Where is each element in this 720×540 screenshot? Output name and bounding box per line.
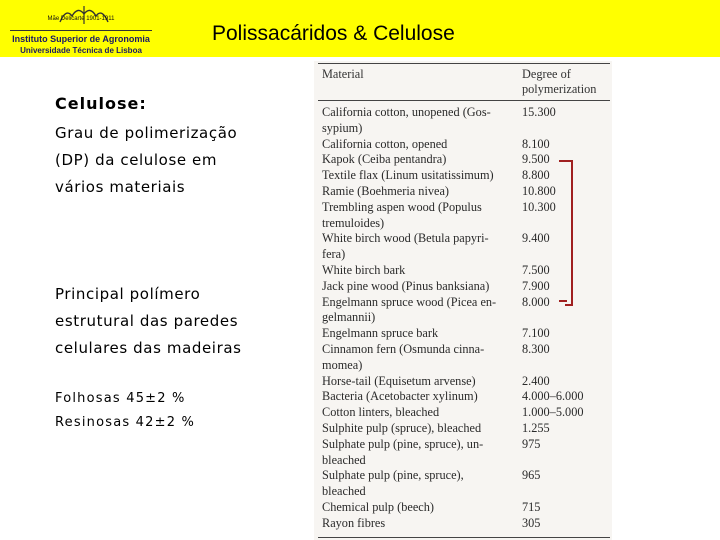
logo-top-text: Mãe Delicarte 1901-1911 xyxy=(47,16,115,22)
table-cell-dp: 1.000–5.000 xyxy=(522,405,584,420)
table-cell-dp: 8.000 xyxy=(522,294,550,309)
table-cell-dp: 7.900 xyxy=(522,278,550,293)
table-cell-dp: 975 xyxy=(522,436,541,451)
logo-divider xyxy=(10,30,152,31)
crest-icon xyxy=(54,4,114,26)
table-cell-dp: 10.800 xyxy=(522,184,556,198)
role-line-2: estrutural das paredes xyxy=(55,312,239,330)
table-cell-dp: 8.300 xyxy=(522,342,550,356)
table-cell-dp: 7.500 xyxy=(522,263,550,277)
table-cell-material: Chemical pulp (beech) xyxy=(322,500,434,514)
table-bottom-rule xyxy=(318,537,610,538)
resinosas-text: Resinosas 42±2 % xyxy=(55,415,196,430)
table-cell-material: Sulphate pulp (pine, spruce), un- xyxy=(322,436,484,451)
table-cell-material: Ramie (Boehmeria nivea) xyxy=(322,184,450,198)
table-cell-material: Jack pine wood (Pinus banksiana) xyxy=(322,278,490,293)
table-cell-dp: 305 xyxy=(522,515,541,530)
desc-line-2: (DP) da celulose em xyxy=(55,151,218,169)
table-cell-material: Engelmann spruce wood (Picea en- xyxy=(322,294,497,309)
table-cell-material: momea) xyxy=(322,357,363,372)
isa-logo xyxy=(6,4,156,54)
logo-institute: Instituto Superior de Agronomia xyxy=(12,34,150,44)
table-cell-material: bleached xyxy=(322,484,366,499)
table-cell-material: White birch wood (Betula papyri- xyxy=(322,231,489,246)
table-cell-material: Sulphite pulp (spruce), bleached xyxy=(322,421,482,435)
role-line-3: celulares das madeiras xyxy=(55,339,242,357)
table-cell-material: White birch bark xyxy=(322,263,406,277)
table-cell-material: Bacteria (Acetobacter xylinum) xyxy=(322,389,478,404)
table-cell-material: Cinnamon fern (Osmunda cinna- xyxy=(322,342,485,356)
role-line-1: Principal polímero xyxy=(55,285,201,303)
table-cell-dp: 7.100 xyxy=(522,326,550,341)
table-cell-material: Engelmann spruce bark xyxy=(322,326,439,341)
table-top-rule xyxy=(318,63,610,64)
logo-university: Universidade Técnica de Lisboa xyxy=(20,46,142,55)
table-cell-dp: 9.400 xyxy=(522,231,550,246)
table-cell-material: Cotton linters, bleached xyxy=(322,405,440,420)
col-header-dp-2: polymerization xyxy=(522,82,597,96)
table-cell-dp: 8.800 xyxy=(522,168,550,183)
title-bar xyxy=(0,0,720,57)
section-heading: Celulose: xyxy=(55,94,147,113)
table-cell-dp: 715 xyxy=(522,500,541,514)
table-header-rule xyxy=(318,100,610,101)
table-cell-material: California cotton, opened xyxy=(322,136,448,151)
desc-line-1: Grau de polimerização xyxy=(55,124,238,142)
col-header-dp-1: Degree of xyxy=(522,67,571,81)
table-cell-material: California cotton, unopened (Gos- xyxy=(322,105,491,119)
desc-line-3: vários materiais xyxy=(55,178,186,196)
page-title: Polissacáridos & Celulose xyxy=(212,22,455,45)
table-cell-material: Kapok (Ceiba pentandra) xyxy=(322,152,447,167)
table-cell-dp: 10.300 xyxy=(522,199,556,214)
table-cell-material: fera) xyxy=(322,247,346,262)
table-cell-dp: 15.300 xyxy=(522,105,556,119)
table-cell-material: gelmannii) xyxy=(322,310,376,325)
table-cell-material: Trembling aspen wood (Populus xyxy=(322,199,482,214)
table-cell-dp: 9.500 xyxy=(522,152,550,167)
bracket-bottom xyxy=(559,300,567,302)
table-cell-material: tremuloides) xyxy=(322,215,385,230)
col-header-material: Material xyxy=(322,67,364,81)
table-cell-material: bleached xyxy=(322,452,366,467)
table-cell-dp: 2.400 xyxy=(522,373,550,388)
folhosas-text: Folhosas 45±2 % xyxy=(55,391,186,406)
table-cell-material: sypium) xyxy=(322,120,363,135)
table-cell-material: Horse-tail (Equisetum arvense) xyxy=(322,373,476,388)
table-cell-dp: 8.100 xyxy=(522,136,550,151)
table-cell-dp: 965 xyxy=(522,468,541,483)
table-cell-material: Sulphate pulp (pine, spruce), xyxy=(322,468,464,483)
table-cell-material: Textile flax (Linum usitatissimum) xyxy=(322,168,494,183)
table-cell-dp: 1.255 xyxy=(522,421,550,435)
table-cell-material: Rayon fibres xyxy=(322,515,386,530)
highlight-bracket xyxy=(565,160,573,306)
table-cell-dp: 4.000–6.000 xyxy=(522,389,584,404)
